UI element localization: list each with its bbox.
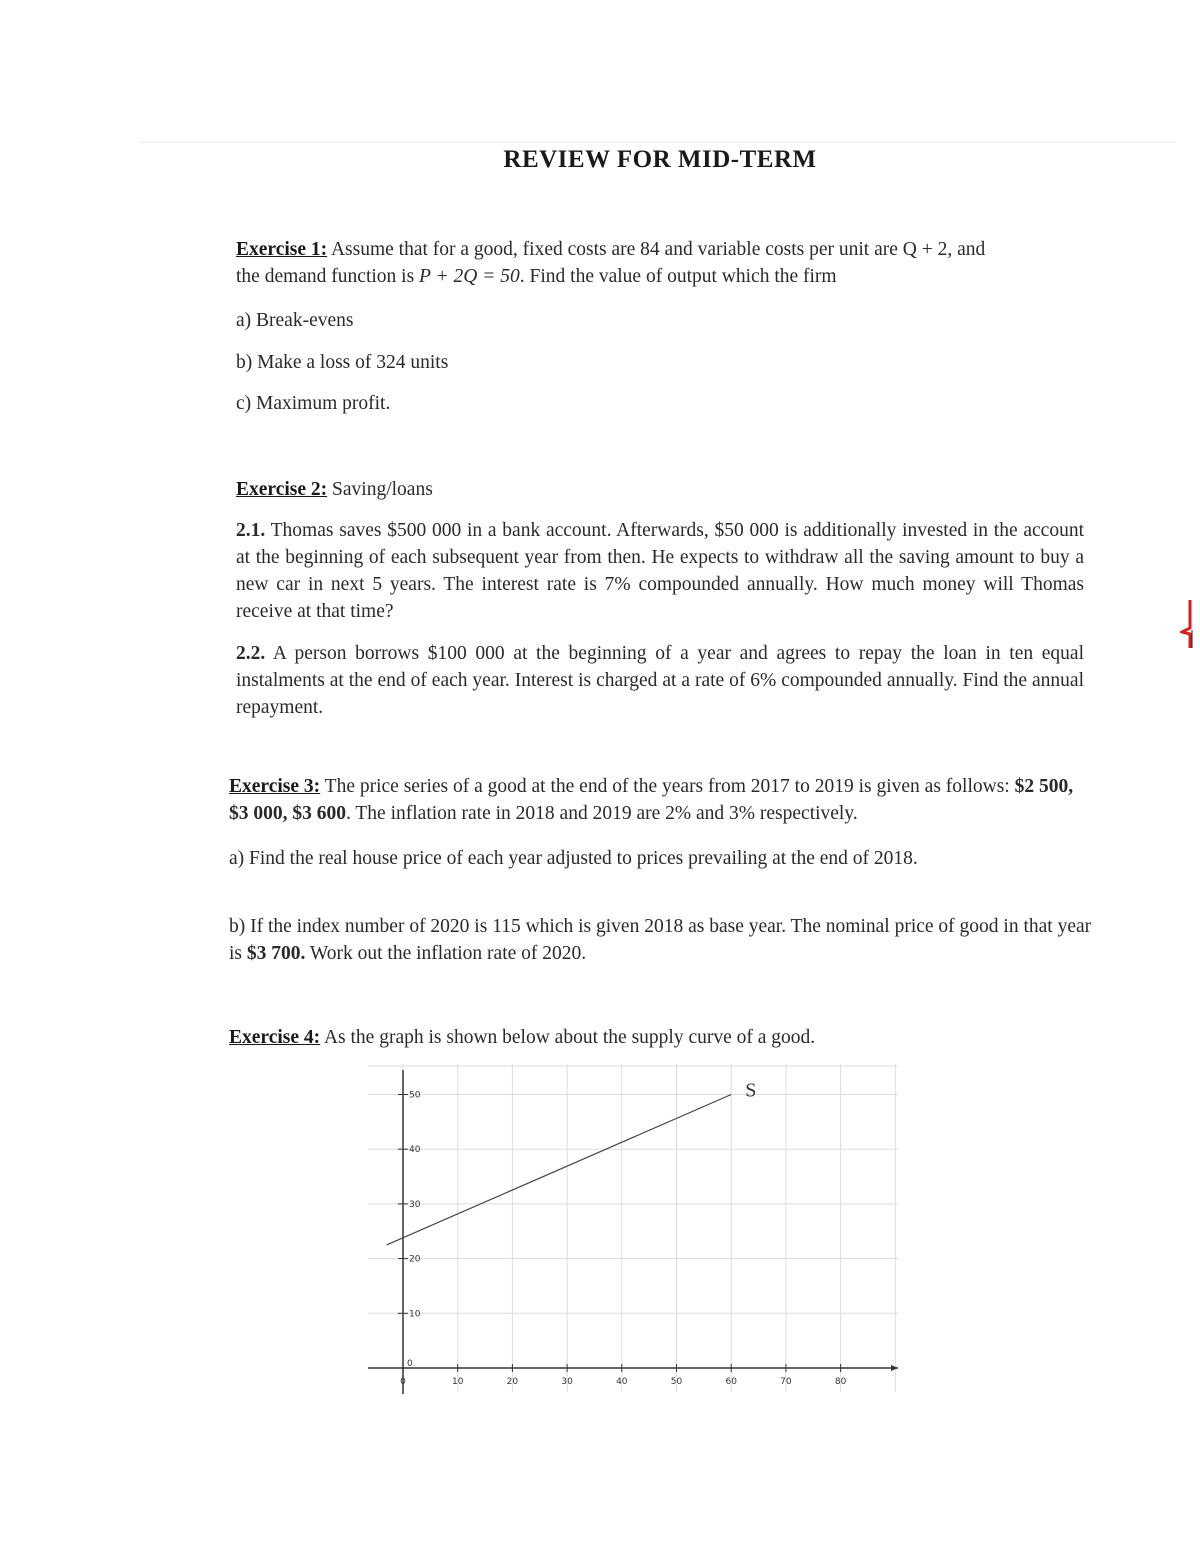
exercise-3-prices: $2 500, $3 000, $3 600	[229, 776, 1074, 824]
exercise-2-1-text: Thomas saves $500 000 in a bank account. Afterwards, $50 000 is additionally invested in the account at the beginning of each subsequent year from then. He expects to withdraw all the saving amount to buy a new car in next 5 years. The interest rate is 7% compounded annually. How much money will Thomas receive at that time?	[236, 520, 1084, 622]
page-title: REVIEW FOR MID-TERM	[503, 146, 817, 173]
exercise-1-text: Assume that for a good, fixed costs are 84 and variable costs per unit are Q + 2, and	[327, 239, 986, 260]
exercise-1-item-a: a) Break-evens	[236, 310, 354, 331]
y-tick-label: 30	[409, 1199, 421, 1210]
exercise-3-label: Exercise 3:	[229, 776, 321, 797]
exercise-1-item-b: b) Make a loss of 324 units	[236, 352, 449, 373]
x-tick-label: 30	[561, 1377, 573, 1387]
x-tick-label: 0	[400, 1377, 406, 1387]
x-tick-label: 10	[451, 1377, 464, 1387]
exercise-1-text-c: . Find the value of output which the firm	[519, 266, 837, 287]
exercise-3-statement	[229, 773, 1091, 827]
exercise-1-label: Exercise 1:	[236, 239, 328, 260]
demand-equation: P + 2Q = 50	[419, 266, 520, 287]
y-tick-label: 40	[409, 1145, 421, 1156]
exercise-4-label: Exercise 4:	[229, 1027, 321, 1048]
exercise-2-heading	[236, 476, 433, 503]
x-tick-label: 50	[670, 1377, 683, 1387]
x-tick-label: 20	[506, 1377, 519, 1387]
exercise-2-2-number: 2.2.	[236, 643, 266, 664]
exercise-4-text: As the graph is shown below about the supply curve of a good.	[320, 1027, 816, 1048]
exercise-1-statement	[236, 236, 1086, 290]
exercise-3-part-b	[229, 913, 1094, 967]
exercise-3-text-a: The price series of a good at the end of the years from 2017 to 2019 is given as follows:	[320, 776, 1015, 797]
exercise-2-2-text: A person borrows $100 000 at the beginning of a year and agrees to repay the loan in ten equal instalments at the end of each year. Interest is charged at a rate of 6% compounded annually. Find the annual repayment.	[236, 643, 1084, 718]
x-tick-label: 80	[834, 1377, 847, 1387]
exercise-3-part-b-price: $3 700.	[246, 943, 306, 964]
exercise-1-item-c: c) Maximum profit.	[236, 393, 391, 414]
exercise-2-2	[236, 640, 1084, 721]
supply-curve-label: S	[745, 1079, 757, 1102]
exercise-2-subtitle: Saving/loans	[327, 479, 433, 500]
exercise-2-1	[236, 517, 1084, 625]
exercise-3-part-b-text-2: Work out the inflation rate of 2020.	[305, 943, 587, 964]
x-tick-label: 40	[616, 1377, 628, 1387]
y-tick-label: 50	[409, 1090, 421, 1101]
origin-label: 0	[407, 1359, 413, 1369]
exercise-2-label: Exercise 2:	[236, 479, 328, 500]
exercise-4-statement	[229, 1024, 815, 1051]
exercise-3-text-b: . The inflation rate in 2018 and 2019 are 2% and 3% respectively.	[346, 803, 858, 824]
y-tick-label: 10	[409, 1309, 421, 1320]
supply-curve	[387, 1095, 732, 1245]
x-tick-label: 70	[780, 1377, 792, 1387]
exercise-1-text-b: the demand function is	[236, 266, 420, 287]
supply-chart	[360, 1060, 905, 1400]
margin-marker-icon	[1180, 598, 1196, 650]
exercise-3-part-a: a) Find the real house price of each year adjusted to prices prevailing at the end of 2018.	[229, 848, 918, 869]
chart-axes	[368, 1070, 898, 1394]
supply-chart-svg	[360, 1060, 905, 1400]
top-rule	[140, 142, 1176, 143]
exercise-2-1-number: 2.1.	[236, 520, 266, 541]
y-tick-label: 20	[409, 1254, 421, 1265]
x-axis-arrow	[891, 1365, 898, 1371]
chart-grid	[368, 1064, 898, 1392]
chart-series	[387, 1080, 757, 1245]
exercise-3-part-b-text: b) If the index number of 2020 is 115 which is given 2018 as base year. The nominal price of good in that year is	[229, 916, 1092, 964]
x-tick-label: 60	[725, 1377, 737, 1387]
